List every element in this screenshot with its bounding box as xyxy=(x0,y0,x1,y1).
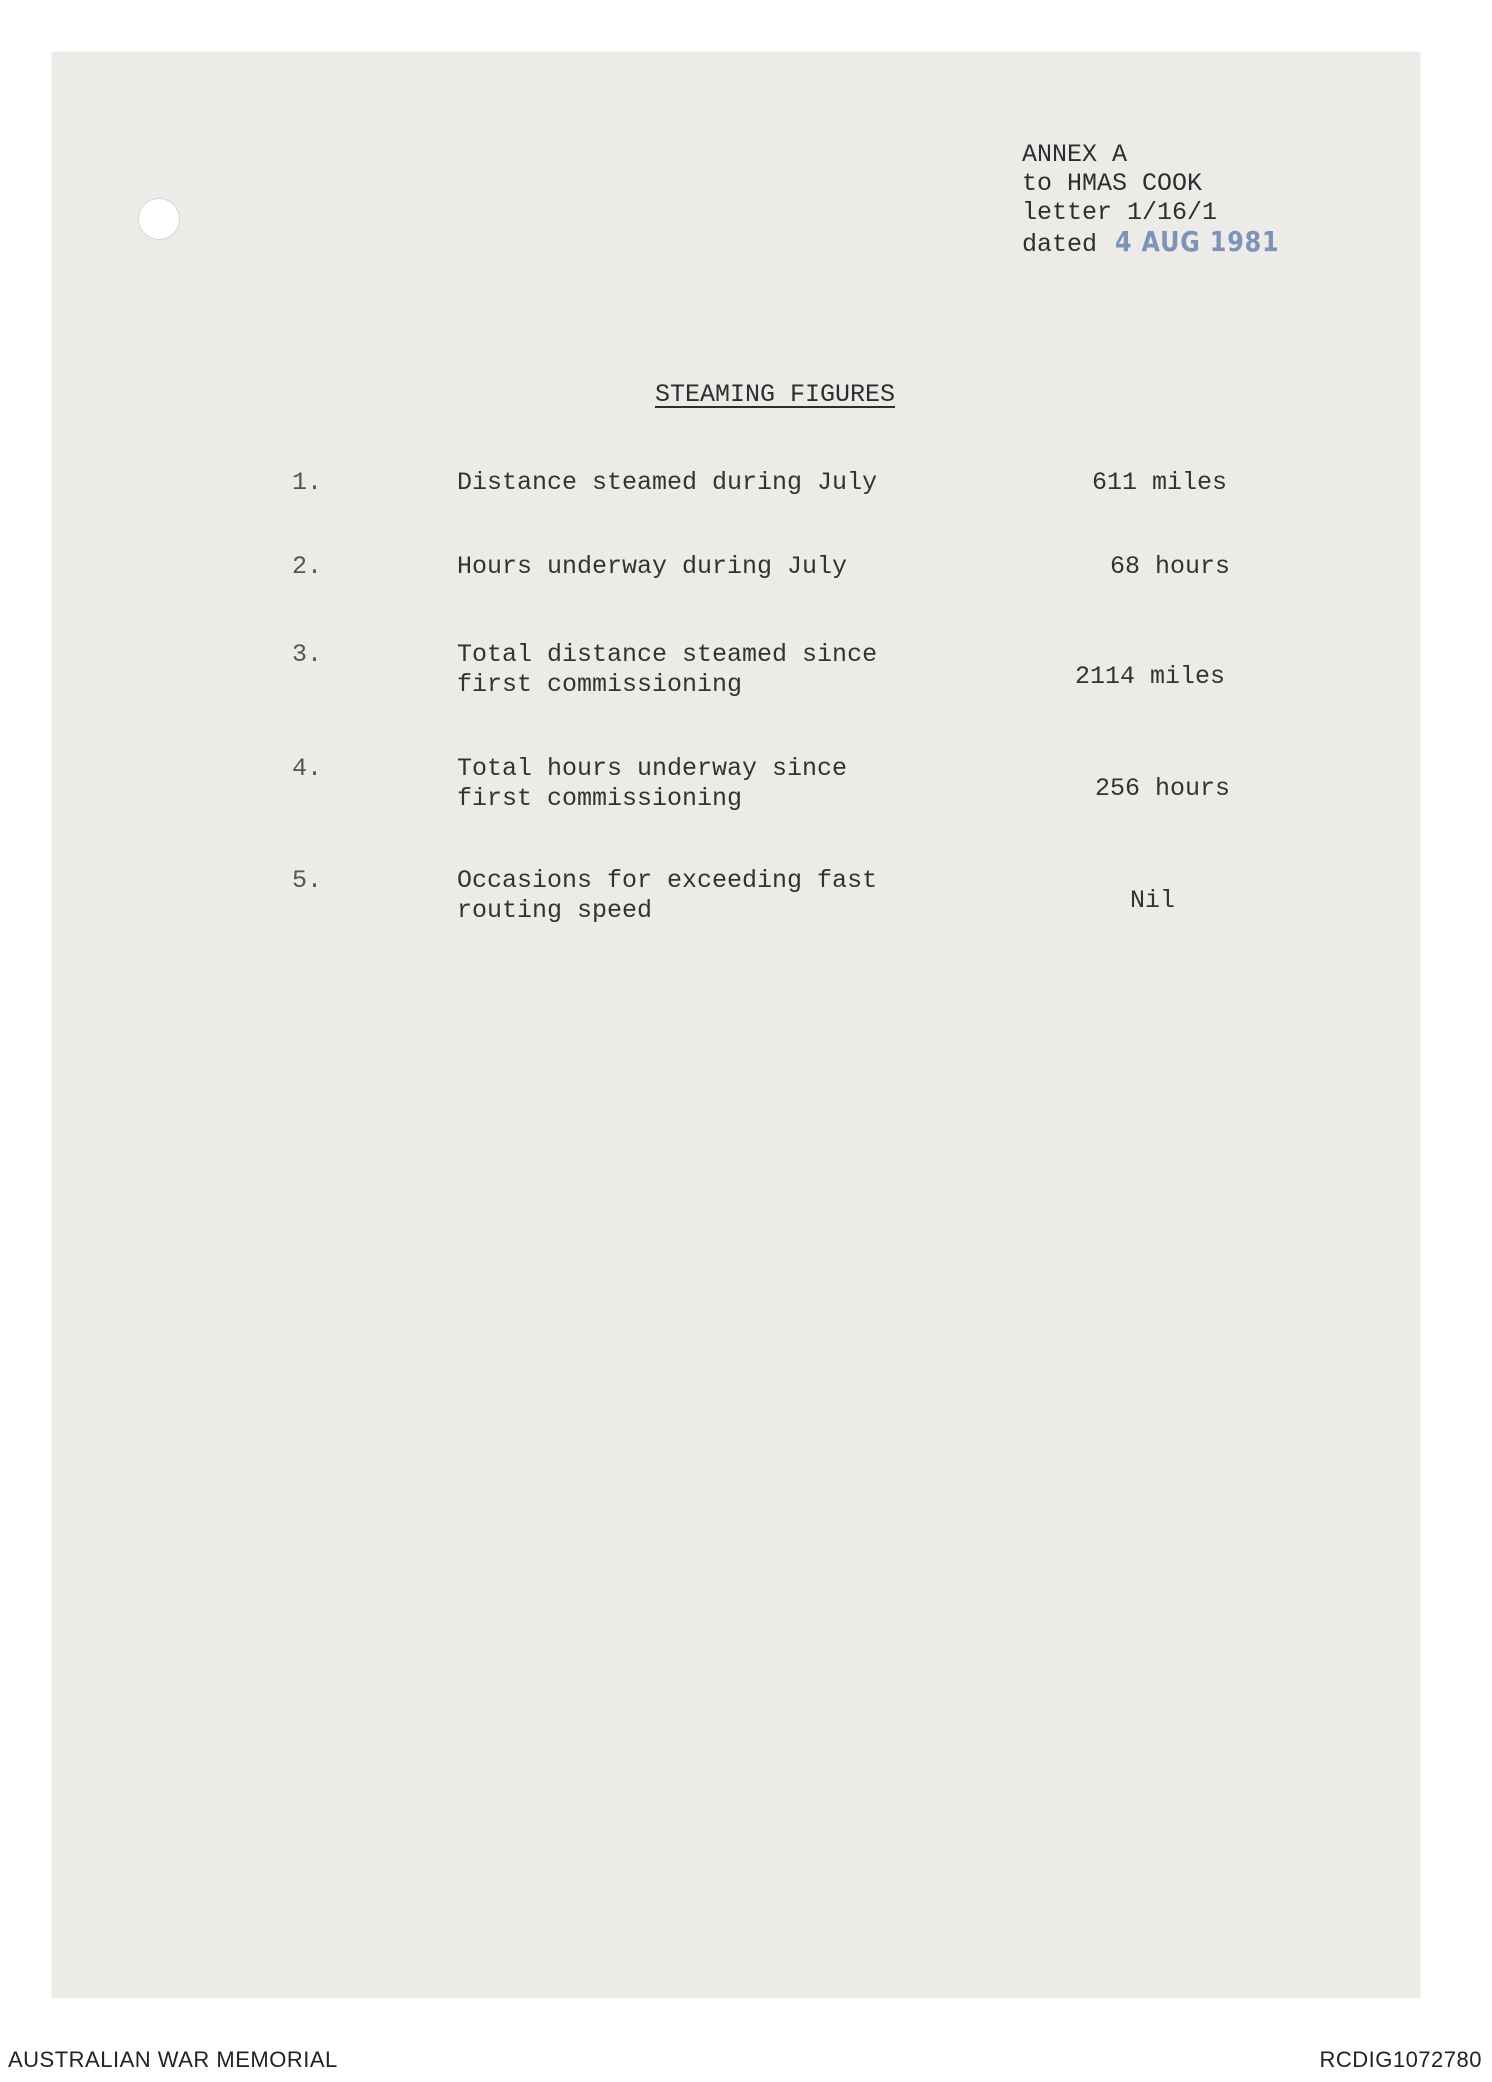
dated-label: dated xyxy=(1022,230,1098,259)
item-value: 68 hours xyxy=(1110,552,1231,581)
annex-reference-block xyxy=(1022,140,1308,259)
item-description: Distance steamed during July xyxy=(457,468,878,497)
item-number: 5. xyxy=(292,866,323,895)
annex-line-3: letter 1/16/1 xyxy=(1022,198,1218,227)
page-title: STEAMING FIGURES xyxy=(655,380,896,409)
item-description: Hours underway during July xyxy=(457,552,848,581)
item-description: Occasions for exceeding fast routing speed xyxy=(457,866,878,925)
item-value: Nil xyxy=(1130,886,1176,915)
item-value: 256 hours xyxy=(1095,774,1231,803)
item-number: 3. xyxy=(292,640,323,669)
item-number: 4. xyxy=(292,754,323,783)
punch-hole xyxy=(138,198,180,240)
item-value: 2114 miles xyxy=(1075,662,1226,691)
item-number: 2. xyxy=(292,552,323,581)
annex-line-1: ANNEX A xyxy=(1022,140,1128,169)
item-description: Total distance steamed since first commissioning xyxy=(457,640,878,699)
annex-line-2: to HMAS COOK xyxy=(1022,169,1203,198)
date-stamp: 4 AUG 1981 xyxy=(1115,225,1280,258)
document-page xyxy=(52,52,1420,1998)
item-description: Total hours underway since first commissioning xyxy=(457,754,848,813)
archive-credit: AUSTRALIAN WAR MEMORIAL xyxy=(8,2047,338,2072)
archive-id: RCDIG1072780 xyxy=(1319,2047,1482,2072)
item-number: 1. xyxy=(292,468,323,497)
annex-dated-line xyxy=(1022,227,1308,259)
item-value: 611 miles xyxy=(1092,468,1228,497)
